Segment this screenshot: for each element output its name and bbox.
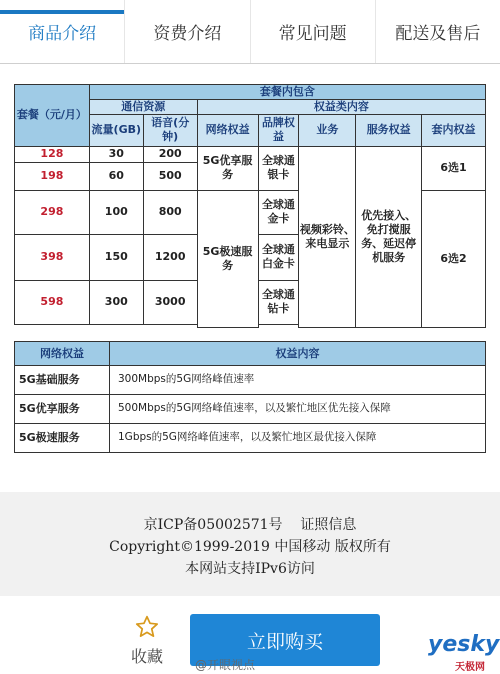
icp-license[interactable]: 京ICP备05002571号 证照信息 [143,517,357,533]
benefit-desc: 300Mbps的5G网络峰值速率 [110,366,486,395]
business-cell: 视频彩铃、来电显示 [299,146,356,328]
benefit-name: 5G极速服务 [15,424,110,453]
benefit-desc: 1Gbps的5G网络峰值速率，以及繁忙地区最优接入保障 [110,424,486,453]
watermark: @开眼视点 [195,658,256,672]
inner-cell: 6选1 [422,146,486,190]
tab-faq[interactable] [251,0,376,63]
tab-delivery[interactable] [376,0,500,63]
col-inner: 套内权益 [422,114,486,146]
benefit-name: 5G优享服务 [15,395,110,424]
tab-label: 资费介绍 [153,24,222,44]
tab-label: 配送及售后 [395,24,481,44]
network-cell: 5G优享服务 [197,146,258,190]
col-network: 网络权益 [197,114,258,146]
benefit-header-name: 网络权益 [15,342,110,366]
header-package: 套餐（元/月） [15,85,90,147]
copyright: Copyright©1999-2019 中国移动 版权所有 [109,539,391,555]
table-row [15,395,486,424]
voice-cell: 3000 [143,280,197,324]
data-cell: 150 [89,234,143,280]
tab-label: 常见问题 [278,24,347,44]
tab-product-intro[interactable] [0,0,125,63]
yesky-logo: yesky [428,632,500,657]
price-cell: 398 [15,234,90,280]
table-row [15,366,486,395]
voice-cell: 800 [143,190,197,234]
data-cell: 300 [89,280,143,324]
col-service: 服务权益 [356,114,422,146]
data-cell: 100 [89,190,143,234]
voice-cell: 500 [143,162,197,190]
voice-cell: 1200 [143,234,197,280]
benefit-desc: 500Mbps的5G网络峰值速率，以及繁忙地区优先接入保障 [110,395,486,424]
network-cell: 5G极速服务 [197,190,258,328]
col-business: 业务 [299,114,356,146]
tab-fee-intro[interactable] [125,0,250,63]
brand-cell: 全球通白金卡 [258,234,299,280]
header-rights: 权益类内容 [197,99,485,114]
price-cell: 198 [15,162,90,190]
col-data: 流量(GB) [89,114,143,146]
price-cell: 598 [15,280,90,324]
brand-cell: 全球通钻卡 [258,280,299,324]
brand-cell: 全球通银卡 [258,146,299,190]
brand-cell: 全球通金卡 [258,190,299,234]
star-icon [133,614,161,640]
header-comm: 通信资源 [89,99,197,114]
data-cell: 60 [89,162,143,190]
benefit-name: 5G基础服务 [15,366,110,395]
voice-cell: 200 [143,146,197,162]
data-cell: 30 [89,146,143,162]
inner-cell: 6选2 [422,190,486,328]
ipv6-notice: 本网站支持IPv6访问 [185,561,315,577]
tab-bar [0,0,500,64]
favorite-button[interactable] [122,614,172,667]
package-table [14,84,486,328]
price-cell: 128 [15,146,90,162]
favorite-label: 收藏 [130,647,163,666]
header-included: 套餐内包含 [89,85,485,100]
site-footer [0,492,500,596]
benefit-table [14,341,486,453]
bottom-action-bar [0,604,500,674]
table-row [15,424,486,453]
price-cell: 298 [15,190,90,234]
tab-label: 商品介绍 [28,24,97,44]
buy-now-label: 立即购买 [246,630,323,653]
col-brand: 品牌权益 [258,114,299,146]
col-voice: 语音(分钟) [143,114,197,146]
service-cell: 优先接入、免打搅服务、延迟停机服务 [356,146,422,328]
benefit-header-content: 权益内容 [110,342,486,366]
yesky-logo-sub: 天极网 [455,662,485,673]
